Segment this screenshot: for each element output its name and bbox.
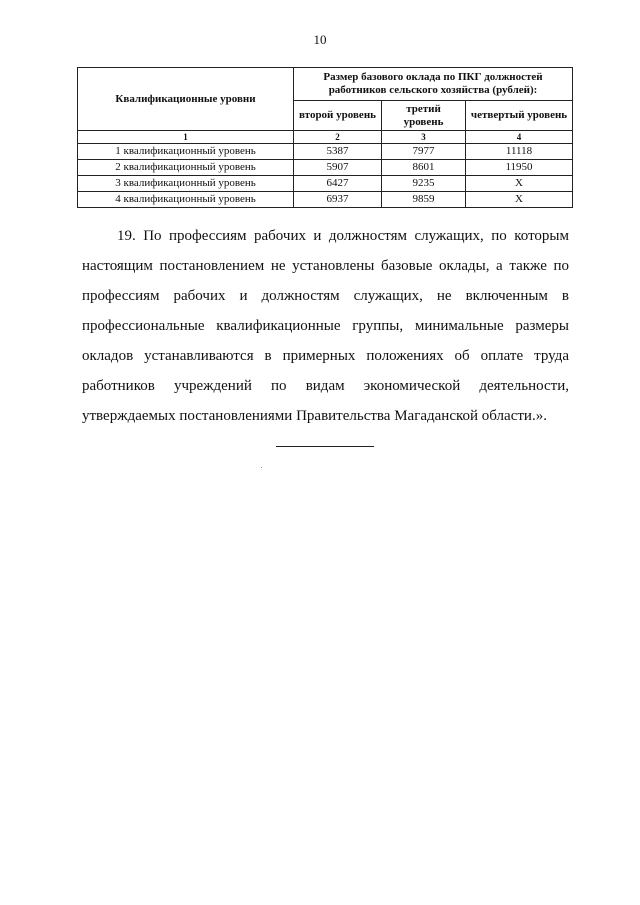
- table-row: [78, 160, 573, 176]
- value-cell: 9235: [382, 176, 466, 192]
- page-number: 10: [313, 32, 327, 47]
- paragraph-19: 19. По профессиям рабочих и должностям служащих, по которым настоящим постановлением не установлены базовые оклады, а также по профессиям рабочих и должностям служащих, не включенным в профессиональные квалификационные группы, минимальные размеры окладов устанавливаются в примерных положениях об оплате труда работников учреждений по видам экономической деятельности, утверждаемых постановлениями Правительства Магаданской области.».: [82, 228, 569, 424]
- level-name-cell: 2 квалификационный уровень: [78, 160, 294, 176]
- column-number: 4: [466, 131, 573, 144]
- end-divider: [276, 446, 374, 447]
- value-cell: 5907: [294, 160, 382, 176]
- value-cell: 9859: [382, 192, 466, 208]
- level-name-cell: 1 квалификационный уровень: [78, 144, 294, 160]
- value-cell: 6937: [294, 192, 382, 208]
- table-row: [78, 144, 573, 160]
- scan-speck: [261, 467, 262, 468]
- value-cell: 11118: [466, 144, 573, 160]
- table-row: [78, 192, 573, 208]
- table-header-row: [78, 68, 573, 101]
- column-number: 1: [78, 131, 294, 144]
- column-number-row: [78, 131, 573, 144]
- column-number: 2: [294, 131, 382, 144]
- salary-table: [77, 67, 573, 208]
- level-name-cell: 3 квалификационный уровень: [78, 176, 294, 192]
- value-cell: 5387: [294, 144, 382, 160]
- level-name-cell: 4 квалификационный уровень: [78, 192, 294, 208]
- subheader-level-4: четвертый уровень: [466, 101, 573, 131]
- value-cell: 8601: [382, 160, 466, 176]
- value-cell: 11950: [466, 160, 573, 176]
- subheader-level-2: второй уровень: [294, 101, 382, 131]
- header-qualification-levels: Квалификационные уровни: [78, 68, 294, 131]
- value-cell: X: [466, 192, 573, 208]
- header-base-salary: Размер базового оклада по ПКГ должностей работников сельского хозяйства (рублей):: [294, 68, 573, 101]
- value-cell: 6427: [294, 176, 382, 192]
- table-row: [78, 176, 573, 192]
- value-cell: 7977: [382, 144, 466, 160]
- subheader-level-3: третий уровень: [382, 101, 466, 131]
- value-cell: X: [466, 176, 573, 192]
- column-number: 3: [382, 131, 466, 144]
